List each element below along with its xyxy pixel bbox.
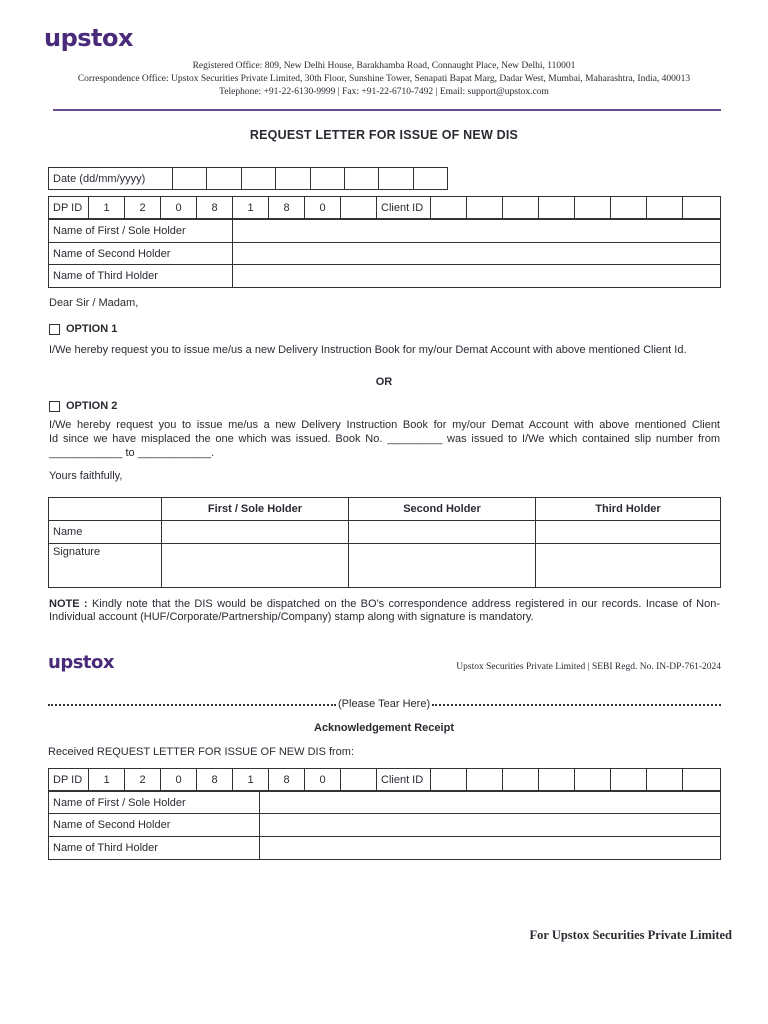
page-title: REQUEST LETTER FOR ISSUE OF NEW DIS bbox=[249, 128, 519, 142]
footer-company: Upstox Securities Private Limited | SEBI Regd. No. IN-DP-761-2024 bbox=[456, 662, 721, 672]
note-text-line1: Kindly note that the DIS would be dispatched on the BO's correspondence address registered in our records. Incase of Non- bbox=[91, 598, 721, 610]
ack-received: Received REQUEST LETTER FOR ISSUE OF NEW DIS from: bbox=[48, 746, 355, 758]
correspondence-office: Correspondence Office: Upstox Securities Private Limited, 30th Floor, Sunshine Tower, Senapati Bapat Marg, Dadar West, Mumbai, Maharashtra, India, 400013 bbox=[77, 74, 691, 84]
ack-holder-names-table bbox=[48, 791, 721, 860]
ack-second-holder-label: Name of Second Holder bbox=[49, 814, 260, 837]
client-id-box[interactable] bbox=[503, 197, 539, 219]
client-id-box[interactable] bbox=[611, 197, 647, 219]
first-holder-label: Name of First / Sole Holder bbox=[49, 220, 233, 243]
holder-names-table bbox=[48, 219, 721, 288]
date-box[interactable] bbox=[173, 168, 207, 190]
client-id-label: Client ID bbox=[377, 197, 431, 219]
client-id-box[interactable] bbox=[467, 197, 503, 219]
second-holder-header: Second Holder bbox=[349, 498, 536, 521]
footer-logo-text: upstox bbox=[48, 652, 114, 673]
date-box[interactable] bbox=[310, 168, 344, 190]
date-box[interactable] bbox=[241, 168, 275, 190]
ack-dp-id-digit: 0 bbox=[305, 769, 341, 791]
ack-third-holder-label: Name of Third Holder bbox=[49, 837, 260, 860]
ack-dp-id-digit: 2 bbox=[125, 769, 161, 791]
or-divider: OR bbox=[375, 376, 393, 388]
ack-dp-id-digit: 0 bbox=[161, 769, 197, 791]
second-holder-signature-field[interactable] bbox=[349, 544, 536, 588]
ack-dp-id-label: DP ID bbox=[49, 769, 89, 791]
ack-client-id-box[interactable] bbox=[431, 769, 467, 791]
contact-info: Telephone: +91-22-6130-9999 | Fax: +91-22-6710-7492 | Email: support@upstox.com bbox=[219, 87, 549, 97]
closing: Yours faithfully, bbox=[49, 470, 123, 482]
third-holder-signature-field[interactable] bbox=[536, 544, 721, 588]
dp-id-table bbox=[48, 196, 721, 219]
upstox-logo bbox=[44, 24, 133, 52]
date-box[interactable] bbox=[344, 168, 378, 190]
option1-text: I/We hereby request you to issue me/us a new Delivery Instruction Book for my/our Demat Account with above mentioned Client Id. bbox=[49, 344, 687, 356]
header-divider bbox=[53, 109, 721, 111]
salutation: Dear Sir / Madam, bbox=[49, 297, 139, 309]
registered-office: Registered Office: 809, New Delhi House, Barakhamba Road, Connaught Place, New Delhi, 110001 bbox=[192, 61, 576, 71]
first-holder-signature-field[interactable] bbox=[162, 544, 349, 588]
ack-third-holder-field[interactable] bbox=[260, 837, 721, 860]
dp-id-digit: 8 bbox=[197, 197, 233, 219]
signature-table bbox=[48, 497, 721, 588]
ack-client-id-label: Client ID bbox=[377, 769, 431, 791]
dp-id-label: DP ID bbox=[49, 197, 89, 219]
option1-checkbox[interactable] bbox=[49, 324, 60, 335]
dp-id-box[interactable] bbox=[341, 197, 377, 219]
ack-title: Acknowledgement Receipt bbox=[314, 722, 454, 734]
ack-signoff: For Upstox Securities Private Limited bbox=[529, 928, 732, 942]
ack-client-id-box[interactable] bbox=[611, 769, 647, 791]
tear-line-right bbox=[432, 704, 721, 706]
date-box[interactable] bbox=[276, 168, 310, 190]
option2-row bbox=[49, 400, 117, 414]
client-id-box[interactable] bbox=[683, 197, 721, 219]
dp-id-digit: 0 bbox=[305, 197, 341, 219]
signature-table-corner bbox=[49, 498, 162, 521]
ack-client-id-box[interactable] bbox=[575, 769, 611, 791]
ack-second-holder-field[interactable] bbox=[260, 814, 721, 837]
first-holder-header: First / Sole Holder bbox=[162, 498, 349, 521]
option1-label: OPTION 1 bbox=[66, 323, 118, 335]
third-holder-field[interactable] bbox=[233, 265, 721, 288]
footer-logo bbox=[48, 652, 114, 673]
note-label: NOTE : bbox=[49, 598, 88, 610]
tear-here-label: (Please Tear Here) bbox=[338, 698, 431, 710]
client-id-box[interactable] bbox=[431, 197, 467, 219]
date-label: Date (dd/mm/yyyy) bbox=[49, 168, 173, 190]
ack-client-id-box[interactable] bbox=[647, 769, 683, 791]
first-holder-name-field[interactable] bbox=[162, 521, 349, 544]
third-holder-label: Name of Third Holder bbox=[49, 265, 233, 288]
ack-first-holder-label: Name of First / Sole Holder bbox=[49, 792, 260, 814]
logo-text: upstox bbox=[44, 24, 133, 52]
ack-dp-id-digit: 1 bbox=[89, 769, 125, 791]
date-box[interactable] bbox=[379, 168, 413, 190]
date-table bbox=[48, 167, 448, 190]
option2-line2: Id since we have misplaced the one which was issued. Book No. _________ was issued to I/We which contained slip number from bbox=[49, 433, 720, 445]
third-holder-header: Third Holder bbox=[536, 498, 721, 521]
option2-line1: I/We hereby request you to issue me/us a new Delivery Instruction Book for my/our Demat Account with above mentioned Client bbox=[49, 419, 720, 431]
ack-dp-id-digit: 8 bbox=[197, 769, 233, 791]
ack-client-id-box[interactable] bbox=[683, 769, 721, 791]
option2-label: OPTION 2 bbox=[66, 400, 118, 412]
option2-checkbox[interactable] bbox=[49, 401, 60, 412]
dp-id-digit: 8 bbox=[269, 197, 305, 219]
note-line2: Individual account (HUF/Corporate/Partnership/Company) stamp along with signature is mandatory. bbox=[49, 611, 534, 623]
dp-id-digit: 1 bbox=[89, 197, 125, 219]
ack-dp-id-digit: 8 bbox=[269, 769, 305, 791]
ack-client-id-box[interactable] bbox=[467, 769, 503, 791]
dp-id-digit: 0 bbox=[161, 197, 197, 219]
client-id-box[interactable] bbox=[647, 197, 683, 219]
option1-row bbox=[49, 323, 117, 337]
first-holder-field[interactable] bbox=[233, 220, 721, 243]
signature-row-label: Signature bbox=[49, 544, 162, 588]
ack-dp-id-table bbox=[48, 768, 721, 791]
note-line1 bbox=[49, 598, 720, 612]
ack-dp-id-box[interactable] bbox=[341, 769, 377, 791]
client-id-box[interactable] bbox=[539, 197, 575, 219]
second-holder-field[interactable] bbox=[233, 243, 721, 265]
ack-client-id-box[interactable] bbox=[503, 769, 539, 791]
date-box[interactable] bbox=[413, 168, 447, 190]
name-row-label: Name bbox=[49, 521, 162, 544]
option2-line3: ____________ to ____________. bbox=[49, 447, 215, 459]
ack-first-holder-field[interactable] bbox=[260, 792, 721, 814]
ack-dp-id-digit: 1 bbox=[233, 769, 269, 791]
date-box[interactable] bbox=[207, 168, 241, 190]
dp-id-digit: 1 bbox=[233, 197, 269, 219]
tear-line-left bbox=[48, 704, 336, 706]
second-holder-name-field[interactable] bbox=[349, 521, 536, 544]
third-holder-name-field[interactable] bbox=[536, 521, 721, 544]
second-holder-label: Name of Second Holder bbox=[49, 243, 233, 265]
ack-client-id-box[interactable] bbox=[539, 769, 575, 791]
dp-id-digit: 2 bbox=[125, 197, 161, 219]
client-id-box[interactable] bbox=[575, 197, 611, 219]
